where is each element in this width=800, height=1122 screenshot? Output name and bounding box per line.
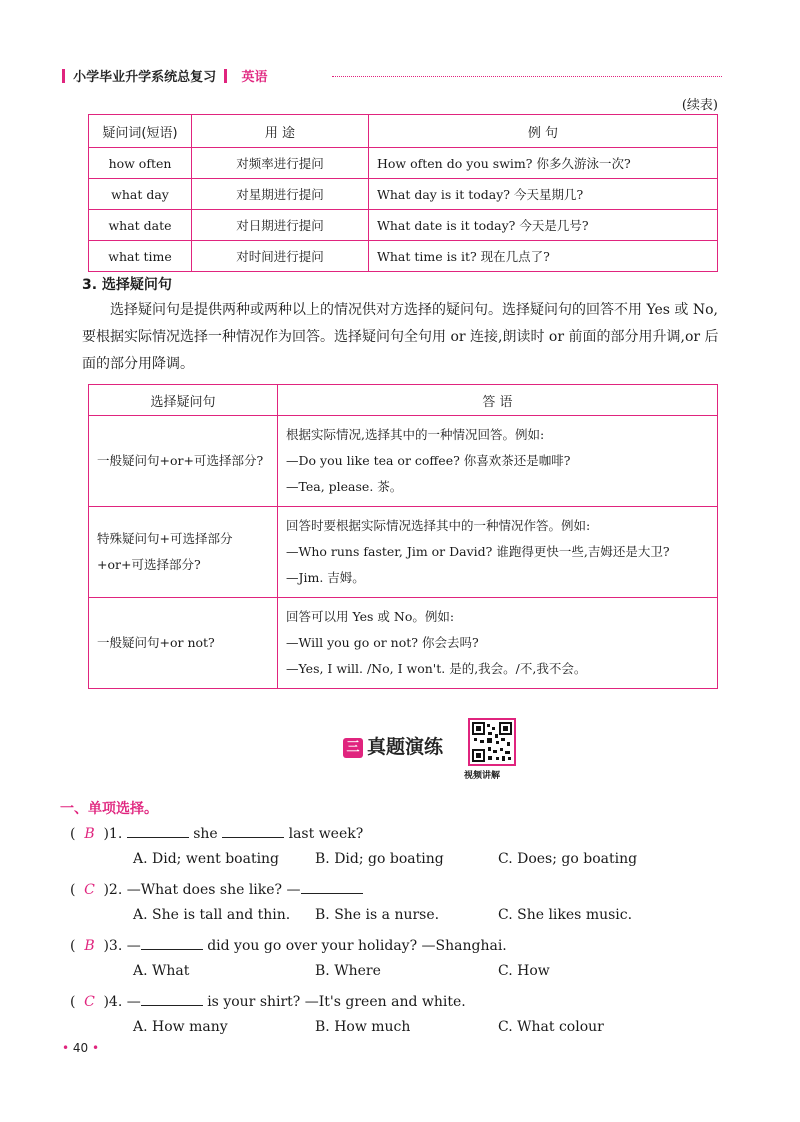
section-badge: 三 — [343, 738, 363, 758]
table-cell: 对星期进行提问 — [192, 179, 369, 210]
header-dotted-rule — [332, 76, 722, 77]
answer-blank — [127, 823, 189, 838]
answer-blank — [301, 879, 363, 894]
table-header-cell: 答 语 — [278, 385, 718, 416]
stem-text: —What does she like? — — [126, 882, 301, 898]
answer-blank — [141, 935, 203, 950]
option-b: B. How much — [315, 1019, 411, 1035]
table-cell: What day is it today? 今天星期几? — [369, 179, 718, 210]
table-header-row — [89, 385, 718, 416]
table-cell: 特殊疑问句+可选择部分+or+可选择部分? — [89, 507, 278, 598]
header-bar — [62, 69, 65, 83]
table-header-row — [89, 115, 718, 148]
table-cell: What date is it today? 今天是几号? — [369, 210, 718, 241]
question-1: ( B )1. she last week? — [70, 823, 363, 842]
answer-line: —Who runs faster, Jim or David? 谁跑得更快一些,吉姆还是大卫? — [286, 544, 670, 559]
table-cell — [278, 416, 718, 507]
page-dot-icon: • — [92, 1041, 100, 1055]
table-cell: what day — [89, 179, 192, 210]
stem-text: she — [193, 826, 218, 842]
option-c: C. How — [498, 963, 550, 979]
table-cell: 对时间进行提问 — [192, 241, 369, 272]
option-a: A. How many — [133, 1019, 228, 1035]
table-cell: 对频率进行提问 — [192, 148, 369, 179]
table-cell — [278, 507, 718, 598]
book-title: 小学毕业升学系统总复习 — [73, 70, 217, 85]
answer-blank — [222, 823, 284, 838]
option-b: B. She is a nurse. — [315, 907, 440, 923]
stem-text: — — [126, 994, 141, 1010]
answer-mark: B — [84, 826, 95, 842]
qr-code-icon[interactable] — [468, 718, 516, 766]
answer-blank — [141, 991, 203, 1006]
answer-mark: C — [84, 994, 95, 1010]
table-row — [89, 416, 718, 507]
page-dot-icon: • — [62, 1041, 70, 1055]
table-cell: 一般疑问句+or+可选择部分? — [89, 416, 278, 507]
table-row — [89, 598, 718, 689]
table-header-cell: 例 句 — [369, 115, 718, 148]
answer-line: —Tea, please. 茶。 — [286, 479, 403, 494]
option-c: C. She likes music. — [498, 907, 633, 923]
stem-text: last week? — [288, 826, 364, 842]
page-header — [62, 66, 722, 88]
option-c: C. Does; go boating — [498, 851, 638, 867]
table-row — [89, 210, 718, 241]
practice-title: 真题演练 — [367, 736, 444, 758]
page-number-value: 40 — [72, 1041, 89, 1055]
section-3-paragraph: 选择疑问句是提供两种或两种以上的情况供对方选择的疑问句。选择疑问句的回答不用 Yes 或 No,要根据实际情况选择一种情况作为回答。选择疑问句全句用 or 连接,朗读时 or 前面的部分用升调,or 后面的部分用降调。 — [82, 302, 719, 372]
table-cell: What time is it? 现在几点了? — [369, 241, 718, 272]
table-cell: what date — [89, 210, 192, 241]
subject-label: 英语 — [241, 70, 268, 85]
question-3: ( B )3. — did you go over your holiday? —Shanghai. — [70, 935, 507, 954]
question-4: ( C )4. — is your shirt? —It's green and white. — [70, 991, 466, 1010]
option-b: B. Where — [315, 963, 381, 979]
continued-label: (续表) — [681, 98, 718, 113]
table-row — [89, 241, 718, 272]
option-b: B. Did; go boating — [315, 851, 444, 867]
question-word-table — [88, 114, 718, 272]
option-a: A. What — [133, 963, 190, 979]
table-cell: 一般疑问句+or not? — [89, 598, 278, 689]
table-header-cell: 疑问词(短语) — [89, 115, 192, 148]
table-row — [89, 179, 718, 210]
table-header-cell: 用 途 — [192, 115, 369, 148]
table-cell: how often — [89, 148, 192, 179]
stem-text: is your shirt? —It's green and white. — [207, 994, 466, 1010]
stem-text: did you go over your holiday? —Shanghai. — [207, 938, 507, 954]
practice-section-heading — [343, 732, 443, 759]
question-number: )1. — [103, 826, 123, 842]
table-cell: 对日期进行提问 — [192, 210, 369, 241]
part-1-title: 一、单项选择。 — [60, 801, 158, 817]
table-header-cell: 选择疑问句 — [89, 385, 278, 416]
page-number — [62, 1041, 99, 1055]
table-cell: what time — [89, 241, 192, 272]
answer-line: —Yes, I will. /No, I won't. 是的,我会。/不,我不会。 — [286, 661, 587, 676]
answer-line: 回答可以用 Yes 或 No。例如: — [286, 609, 455, 624]
answer-line: 根据实际情况,选择其中的一种情况回答。例如: — [286, 427, 545, 442]
answer-line: —Will you go or not? 你会去吗? — [286, 635, 479, 650]
question-number: )3. — [103, 938, 123, 954]
question-2: ( C )2. —What does she like? — — [70, 879, 363, 898]
table-cell — [278, 598, 718, 689]
header-divider — [224, 69, 227, 83]
choice-question-table — [88, 384, 718, 689]
answer-mark: B — [84, 938, 95, 954]
question-number: )4. — [103, 994, 123, 1010]
section-3-title: 3. 选择疑问句 — [82, 277, 172, 293]
qr-label: 视频讲解 — [464, 771, 501, 781]
table-cell: How often do you swim? 你多久游泳一次? — [369, 148, 718, 179]
answer-line: 回答时要根据实际情况选择其中的一种情况作答。例如: — [286, 518, 591, 533]
table-row — [89, 148, 718, 179]
answer-mark: C — [84, 882, 95, 898]
option-a: A. Did; went boating — [133, 851, 280, 867]
option-a: A. She is tall and thin. — [133, 907, 291, 923]
question-number: )2. — [103, 882, 123, 898]
stem-text: — — [126, 938, 141, 954]
option-c: C. What colour — [498, 1019, 604, 1035]
table-row — [89, 507, 718, 598]
answer-line: —Do you like tea or coffee? 你喜欢茶还是咖啡? — [286, 453, 571, 468]
answer-line: —Jim. 吉姆。 — [286, 570, 365, 585]
